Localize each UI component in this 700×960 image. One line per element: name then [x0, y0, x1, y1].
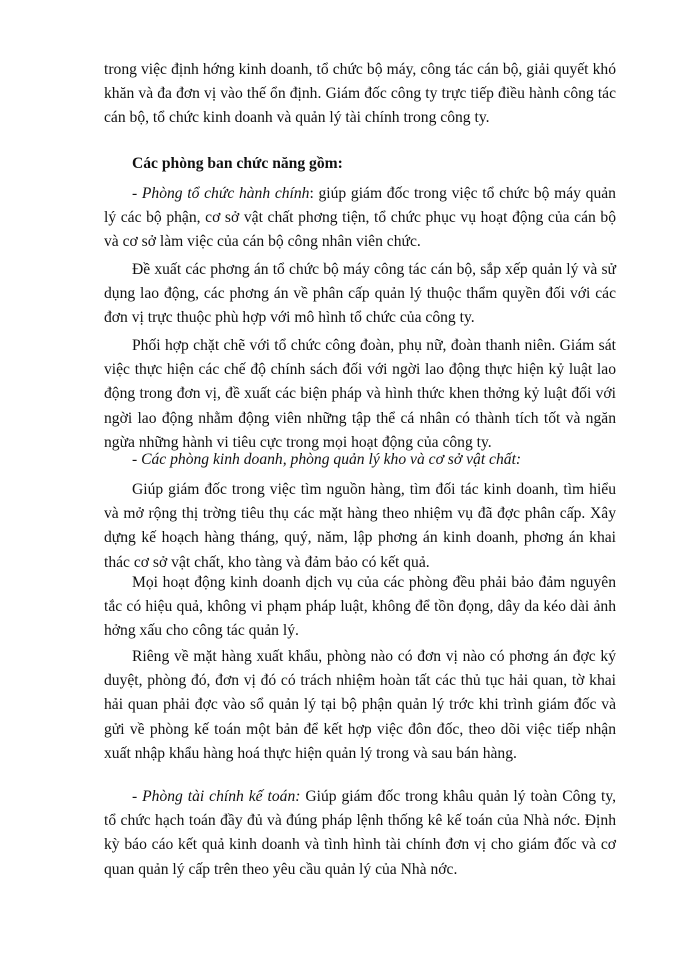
paragraph-accounting-dept [104, 785, 616, 882]
business-dept-heading: - Các phòng kinh doanh, phòng quản lý kho và cơ sở vật chất: [132, 451, 522, 468]
accounting-dept-text: Giúp giám đốc trong khâu quản lý toàn Công ty, tổ chức hạch toán đầy đủ và đúng pháp lệnh thống kê kế toán của Nhà nớc. Định kỳ báo cáo kết quả kinh doanh và tình hình tài chính đơn vị cho giám đốc và cơ quan quản lý cấp trên theo yêu cầu quản lý của Nhà nớc. [104, 788, 616, 878]
admin-dept-label: - Phòng tổ chức hành chính [132, 185, 310, 202]
admin-dept-text: : giúp giám đốc trong việc tổ chức bộ máy quản lý các bộ phận, cơ sở vật chất phơng tiện, tổ chức phục vụ hoạt động của cán bộ và cơ sở làm việc của cán bộ công nhân viên chức. [104, 185, 616, 251]
paragraph-coordination: Phối hợp chặt chẽ với tổ chức công đoàn, phụ nữ, đoàn thanh niên. Giám sát việc thực hiện các chế độ chính sách đối với ngời lao động thực hiện kỷ luật lao động trong đơn vị, đề xuất các biện pháp và hình thức khen thởng kỷ luật đối với ngời lao động nhằm động viên những tập thể cá nhân có thành tích tốt và ngăn ngừa những hành vi tiêu cực trong mọi hoạt động của công ty. [104, 337, 616, 451]
paragraph-export: Riêng về mặt hàng xuất khẩu, phòng nào có đơn vị nào có phơng án đợc ký duyệt, phòng đó, đơn vị đó có trách nhiệm hoàn tất các thủ tục hải quan, tờ khai hải quan phải đợc vào sổ quản lý tại bộ phận quản lý trớc khi trình giám đốc và gửi về phòng kế toán một bản để kết hợp việc đôn đốc, theo dõi việc tiếp nhận xuất nhập khẩu hàng hoá thực hiện quản lý trong và sau bán hàng. [104, 648, 616, 762]
section-heading: Các phòng ban chức năng gồm: [132, 155, 343, 172]
paragraph-business-duties: Giúp giám đốc trong việc tìm nguồn hàng, tìm đối tác kinh doanh, tìm hiểu và mở rộng thị trờng tiêu thụ các mặt hàng theo nhiệm vụ đã đợc phân cấp. Xây dựng kế hoạch hàng tháng, quý, năm, lập phơng án kinh doanh, phơng án khai thác cơ sở vật chất, kho tàng và đảm bảo có kết quả. [104, 481, 616, 571]
accounting-dept-label: - Phòng tài chính kế toán: [132, 788, 301, 805]
paragraph-admin-dept [104, 182, 616, 255]
paragraph-business-principles: Mọi hoạt động kinh doanh dịch vụ của các phòng đều phải bảo đảm nguyên tắc có hiệu quả, không vi phạm pháp luật, không để tồn đọng, dây da kéo dài ảnh hởng xấu cho công tác quản lý. [104, 574, 616, 640]
paragraph-proposals: Đề xuất các phơng án tổ chức bộ máy công tác cán bộ, sắp xếp quản lý và sử dụng lao động, các phơng án về phân cấp quản lý thuộc thẩm quyền đối với các đơn vị trực thuộc phù hợp với mô hình tổ chức của công ty. [104, 261, 616, 327]
paragraph-intro: trong việc định hớng kinh doanh, tổ chức bộ máy, công tác cán bộ, giải quyết khó khăn và đa đơn vị vào thế ổn định. Giám đốc công ty trực tiếp điều hành công tác cán bộ, tổ chức kinh doanh và quản lý tài chính trong công ty. [104, 61, 616, 127]
